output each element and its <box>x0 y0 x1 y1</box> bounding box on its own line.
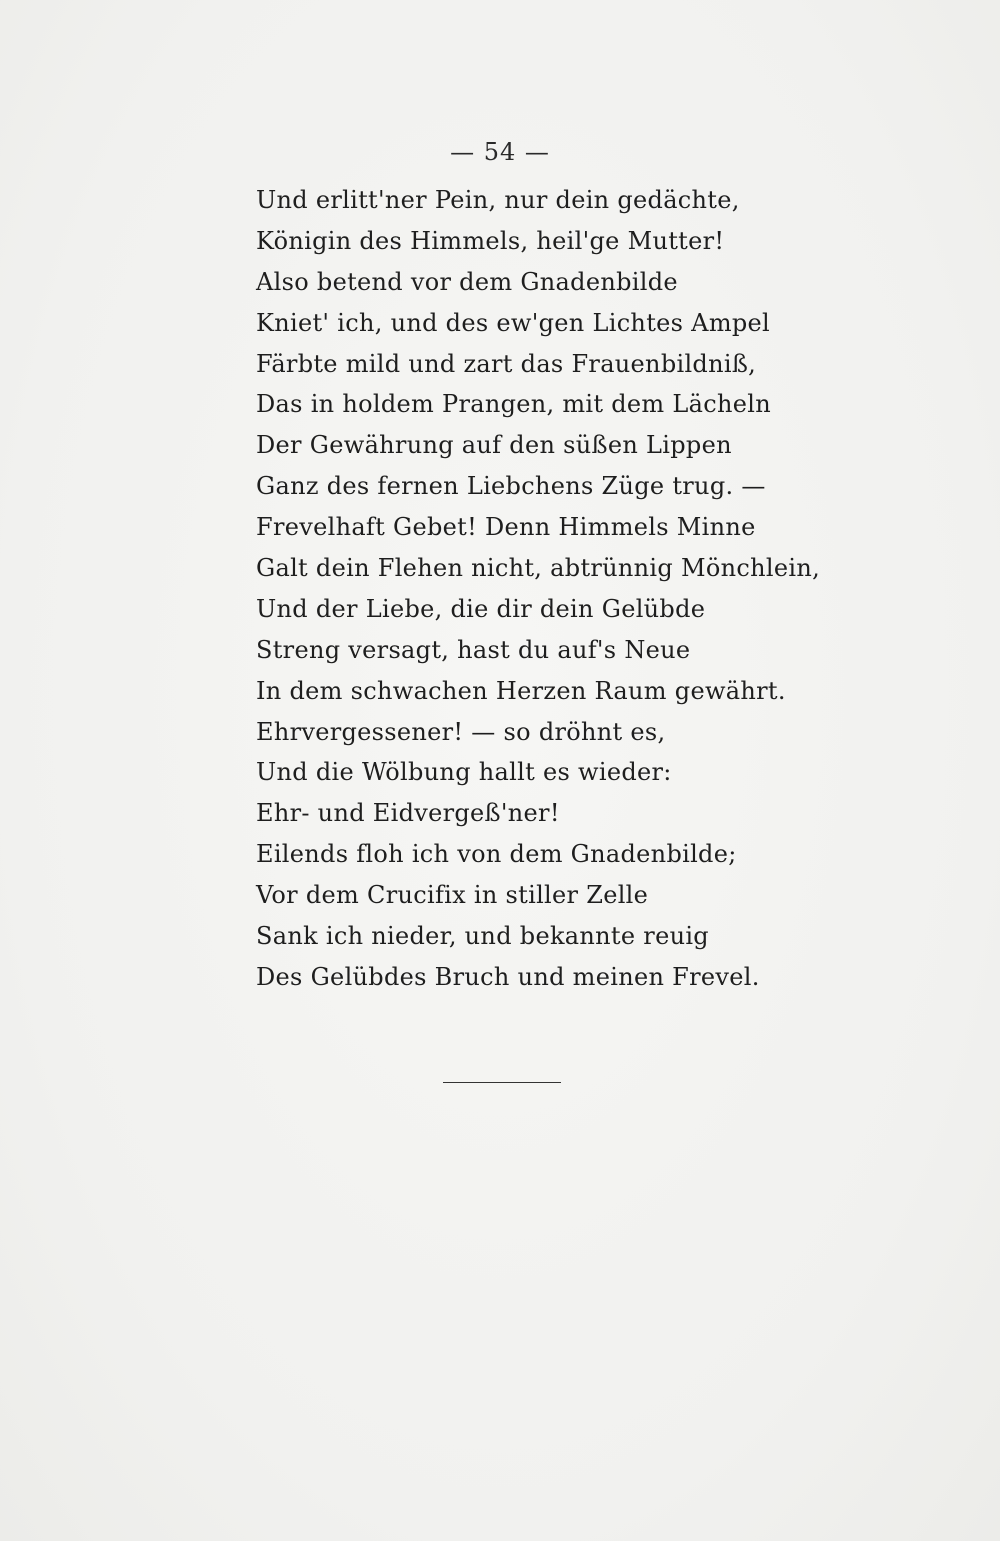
poem-line: Also betend vor dem Gnadenbilde <box>256 267 678 296</box>
poem-line: Galt dein Flehen nicht, abtrünnig Mönchlein, <box>256 554 821 583</box>
poem-line: Kniet' ich, und des ew'gen Lichtes Ampel <box>256 308 771 337</box>
poem-line: Sank ich nieder, und bekannte reuig <box>256 922 709 951</box>
poem-line: Ganz des fernen Liebchens Züge trug. — <box>256 472 766 501</box>
poem-line: Vor dem Crucifix in stiller Zelle <box>256 881 649 910</box>
poem-line: Eilends floh ich von dem Gnadenbilde; <box>256 840 737 869</box>
poem-line: Ehr- und Eidvergeß'ner! <box>256 799 560 828</box>
poem-line: Frevelhaft Gebet! Denn Himmels Minne <box>256 513 756 542</box>
poem-line: Und erlitt'ner Pein, nur dein gedächte, <box>256 186 740 214</box>
poem-line: Der Gewährung auf den süßen Lippen <box>256 431 732 460</box>
poem-line: Streng versagt, hast du auf's Neue <box>256 635 691 664</box>
poem-line: Des Gelübdes Bruch und meinen Frevel. <box>256 962 760 991</box>
poem-line: Ehrvergessener! — so dröhnt es, <box>256 717 666 746</box>
poem-line: Färbte mild und zart das Frauenbildniß, <box>256 349 757 378</box>
page-number: — 54 — <box>450 138 550 166</box>
poem-text <box>256 180 821 998</box>
poem-line: Das in holdem Prangen, mit dem Lächeln <box>256 390 772 419</box>
poem-line: Königin des Himmels, heil'ge Mutter! <box>256 226 725 255</box>
section-divider <box>443 1082 561 1083</box>
poem-line: Und die Wölbung hallt es wieder: <box>256 758 672 787</box>
poem-line: Und der Liebe, die dir dein Gelübde <box>256 594 706 623</box>
poem-line: In dem schwachen Herzen Raum gewährt. <box>256 676 786 705</box>
